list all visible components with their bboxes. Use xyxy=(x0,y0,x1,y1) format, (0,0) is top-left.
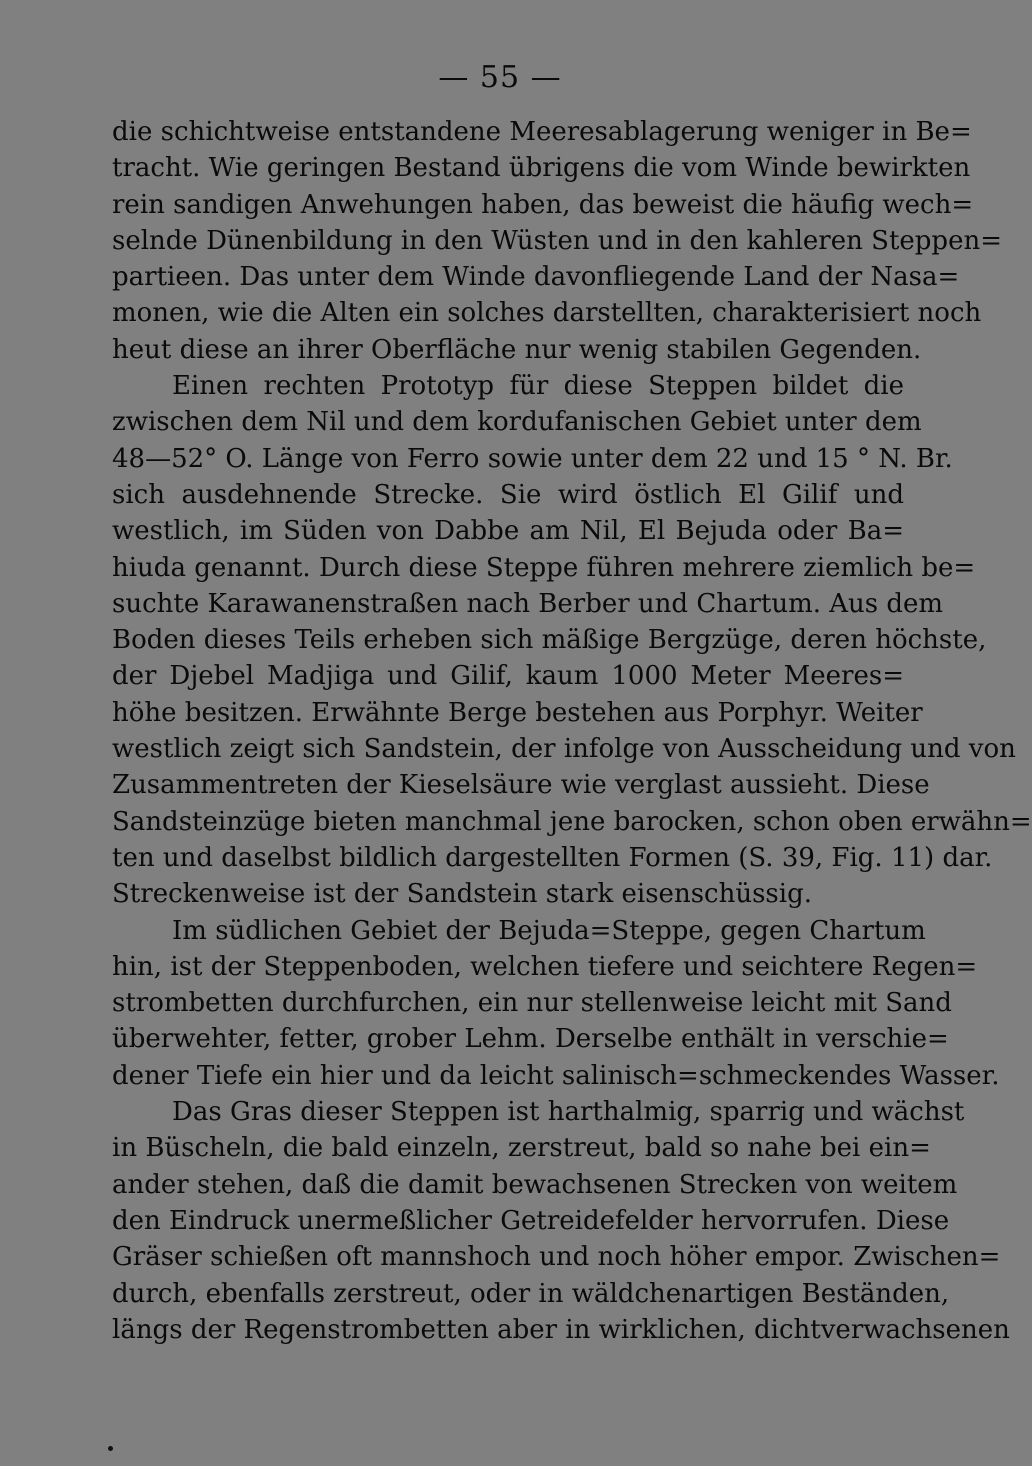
text-line: Einen rechten Prototyp für diese Steppen bildet die xyxy=(172,371,904,402)
text-line: sich ausdehnende Strecke. Sie wird östlich El Gilif und xyxy=(112,479,904,510)
text-line: tracht. Wie geringen Bestand übrigens die vom Winde bewirkten xyxy=(112,153,971,184)
text-line: Streckenweise ist der Sandstein stark eisenschüssig. xyxy=(112,879,812,910)
text-line: höhe besitzen. Erwähnte Berge bestehen aus Porphyr. Weiter xyxy=(112,697,923,728)
text-line: dener Tiefe ein hier und da leicht salinisch=schmeckendes Wasser. xyxy=(112,1060,1000,1091)
text-line: in Büscheln, die bald einzeln, zerstreut, bald so nahe bei ein= xyxy=(112,1133,931,1164)
text-line: Das Gras dieser Steppen ist harthalmig, sparrig und wächst xyxy=(172,1097,965,1128)
text-line: der Djebel Madjiga und Gilif, kaum 1000 Meter Meeres= xyxy=(112,661,904,692)
text-line: rein sandigen Anwehungen haben, das beweist die häufig wech= xyxy=(112,189,974,220)
text-line: monen, wie die Alten ein solches darstellten, charakterisiert noch xyxy=(112,298,982,329)
text-line: den Eindruck unermeßlicher Getreidefelder hervorrufen. Diese xyxy=(112,1205,950,1236)
text-line: überwehter, fetter, grober Lehm. Derselbe enthält in verschie= xyxy=(112,1024,949,1055)
text-line: heut diese an ihrer Oberfläche nur wenig stabilen Gegenden. xyxy=(112,334,922,365)
text-line: Boden dieses Teils erheben sich mäßige Bergzüge, deren höchste, xyxy=(112,625,987,656)
page-number: — 55 — xyxy=(438,60,562,95)
text-line: strombetten durchfurchen, ein nur stellenweise leicht mit Sand xyxy=(112,988,952,1019)
text-line: ten und daselbst bildlich dargestellten Formen (S. 39, Fig. 11) dar. xyxy=(112,842,993,873)
text-line: zwischen dem Nil und dem kordufanischen Gebiet unter dem xyxy=(112,407,922,438)
text-line: 48—52° O. Länge von Ferro sowie unter dem 22 und 15 ° N. Br. xyxy=(112,443,953,474)
text-line: Gräser schießen oft mannshoch und noch höher empor. Zwischen= xyxy=(112,1242,1001,1273)
text-line: Sandsteinzüge bieten manchmal jene barocken, schon oben erwähn= xyxy=(112,806,1032,837)
text-line: hin, ist der Steppenboden, welchen tiefere und seichtere Regen= xyxy=(112,951,978,982)
text-line: Zusammentreten der Kieselsäure wie verglast aussieht. Diese xyxy=(112,770,930,801)
text-line: westlich, im Süden von Dabbe am Nil, El Bejuda oder Ba= xyxy=(112,516,904,547)
scan-speck xyxy=(108,1446,113,1451)
text-line: Im südlichen Gebiet der Bejuda=Steppe, gegen Chartum xyxy=(172,915,926,946)
text-line: suchte Karawanenstraßen nach Berber und Chartum. Aus dem xyxy=(112,588,944,619)
text-line: partieen. Das unter dem Winde davonfliegende Land der Nasa= xyxy=(112,262,960,293)
text-line: durch, ebenfalls zerstreut, oder in wäldchenartigen Beständen, xyxy=(112,1278,950,1309)
text-line: westlich zeigt sich Sandstein, der infolge von Ausscheidung und von xyxy=(112,734,1016,765)
body-text xyxy=(112,114,1032,1348)
text-line: ander stehen, daß die damit bewachsenen Strecken von weitem xyxy=(112,1169,958,1200)
text-line: längs der Regenstrombetten aber in wirklichen, dichtverwachsenen xyxy=(112,1314,1010,1345)
text-line: selnde Dünenbildung in den Wüsten und in den kahleren Steppen= xyxy=(112,225,1002,256)
text-line: die schichtweise entstandene Meeresablagerung weniger in Be= xyxy=(112,117,972,147)
text-line: hiuda genannt. Durch diese Steppe führen mehrere ziemlich be= xyxy=(112,552,976,583)
